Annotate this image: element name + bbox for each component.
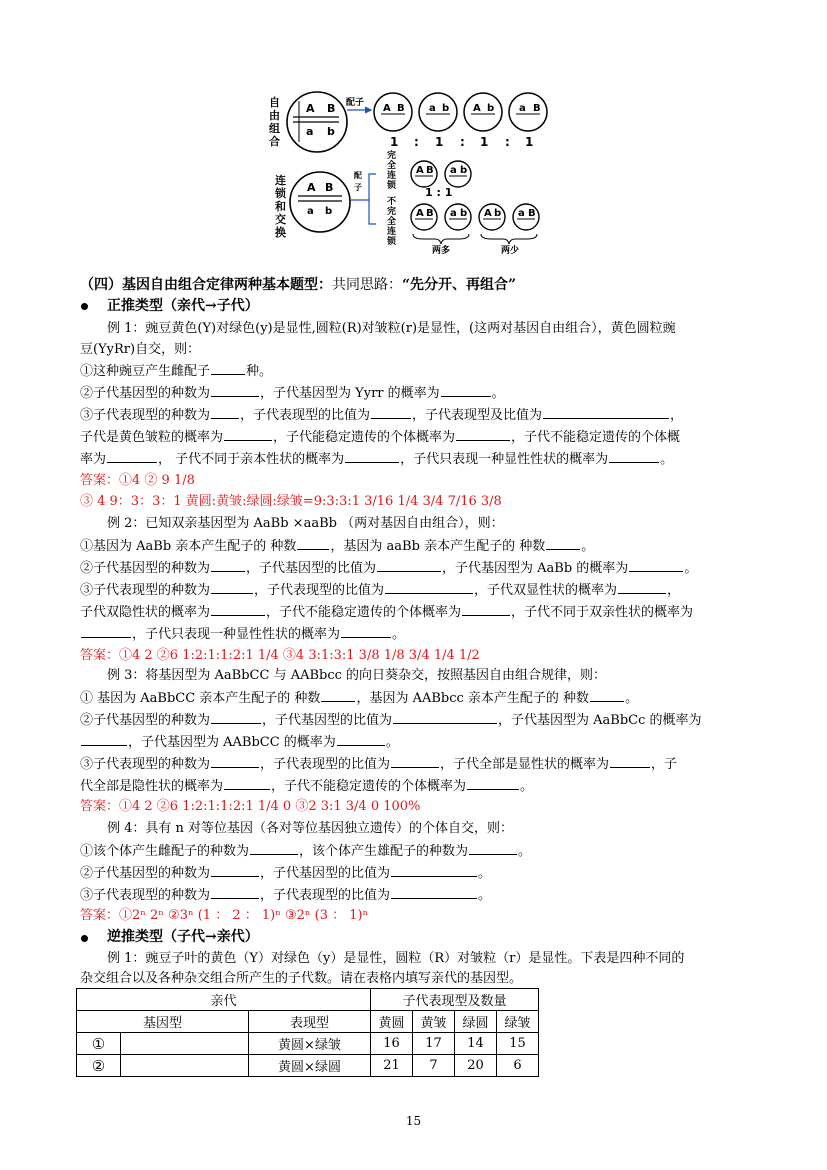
svg-text:a: a bbox=[450, 165, 457, 176]
answer-blank[interactable] bbox=[456, 427, 510, 441]
svg-text:b: b bbox=[494, 208, 502, 219]
svg-text:b: b bbox=[442, 103, 450, 114]
reverse-title: 逆推类型（子代→亲代） bbox=[107, 929, 259, 945]
gamete-cell bbox=[445, 204, 471, 230]
ex1-line: 例 1：豌豆黄色(Y)对绿色(y)是显性,圆粒(R)对皱粒(r)是显性，(这两对基因自由组合），黄色圆粒豌 bbox=[107, 321, 676, 336]
svg-text:B: B bbox=[533, 103, 541, 114]
answer-blank[interactable] bbox=[391, 754, 439, 768]
answer-blank[interactable] bbox=[371, 405, 411, 419]
gamete-cell bbox=[445, 161, 471, 187]
ex3-question: ，子代基因型为 AABbCC 的概率为 。 bbox=[80, 732, 399, 753]
answer-blank[interactable] bbox=[393, 710, 497, 724]
answer-blank[interactable] bbox=[337, 732, 385, 746]
answer-blank[interactable] bbox=[211, 863, 259, 877]
svg-text:连: 连 bbox=[387, 227, 397, 237]
answer-blank[interactable] bbox=[462, 602, 510, 616]
answer-blank[interactable] bbox=[211, 405, 239, 419]
ex1-question: ②子代基因型的种数为 ，子代基因型为 Yyrr 的概率为 。 bbox=[80, 383, 505, 404]
answer-blank[interactable] bbox=[211, 602, 265, 616]
ex1-answer: 答案：①4 ② 9 1/8 bbox=[80, 473, 195, 488]
free-label-char: 自 bbox=[269, 96, 280, 109]
svg-text:a: a bbox=[518, 208, 525, 219]
svg-text:A: A bbox=[473, 103, 481, 114]
svg-text:1: 1 bbox=[435, 135, 444, 149]
parent-cell-free bbox=[287, 92, 347, 152]
answer-blank[interactable] bbox=[469, 841, 517, 855]
reverse-ex1-line: 例 1：豌豆子叶的黄色（Y）对绿色（y）是显性，圆粒（R）对皱粒（r）是显性。下表是四种不同的 bbox=[107, 951, 685, 966]
count-cell: 14 bbox=[455, 1033, 497, 1055]
ex2-question: ②子代基因型的种数为 ，子代基因型的比值为 ，子代基因型为 AaBb 的概率为 。 bbox=[80, 558, 697, 579]
header-parent: 亲代 bbox=[77, 989, 371, 1011]
ex3-question: ③子代表现型的种数为 ，子代表现型的比值为 ，子代全部是显性状的概率为 ，子 bbox=[80, 754, 677, 775]
table-row bbox=[77, 1033, 539, 1055]
header-col: 绿圆 bbox=[455, 1011, 497, 1033]
phenotype-cell: 黄圆×绿圆 bbox=[249, 1055, 371, 1077]
svg-text:A: A bbox=[484, 208, 492, 219]
answer-blank[interactable] bbox=[341, 624, 391, 638]
ex2-question: ①基因为 AaBb 亲本产生配子的 种数 ，基因为 aaBb 亲本产生配子的 种数 。 bbox=[80, 536, 594, 557]
svg-text:a: a bbox=[519, 103, 526, 114]
count-cell: 16 bbox=[371, 1033, 413, 1055]
svg-text:配: 配 bbox=[354, 171, 362, 180]
gametes-free bbox=[374, 93, 547, 131]
count-cell: 17 bbox=[413, 1033, 455, 1055]
free-label-char: 组 bbox=[269, 122, 280, 135]
cross-table bbox=[76, 988, 539, 1077]
svg-text::: : bbox=[505, 135, 510, 149]
less-label: 两少 bbox=[501, 246, 520, 256]
ex2-question: ③子代表现型的种数为 ，子代表现型的比值为 ，子代双显性状的概率为 ， bbox=[80, 580, 680, 601]
svg-text:B: B bbox=[325, 181, 334, 194]
answer-blank[interactable] bbox=[250, 841, 298, 855]
header-genotype: 基因型 bbox=[77, 1011, 249, 1033]
svg-text:1: 1 bbox=[480, 135, 489, 149]
forward-title: 正推类型（亲代→子代） bbox=[107, 298, 259, 314]
count-cell: 20 bbox=[455, 1055, 497, 1077]
svg-text:子: 子 bbox=[354, 183, 362, 192]
row-id: ② bbox=[77, 1055, 121, 1077]
ex3-line: 例 3：将基因型为 AaBbCC 与 AABbcc 的向日葵杂交，按照基因自由组合规律，则： bbox=[107, 668, 607, 683]
header-col: 黄皱 bbox=[413, 1011, 455, 1033]
answer-blank[interactable] bbox=[546, 536, 580, 550]
reverse-ex1-line: 杂交组合以及各种杂交组合所产生的子代数。请在表格内填写亲代的基因型。 bbox=[80, 971, 523, 986]
svg-text::: : bbox=[414, 135, 419, 149]
ex1-line: 豆(YyRr)自交，则： bbox=[80, 342, 201, 357]
answer-blank[interactable] bbox=[224, 427, 272, 441]
svg-text:A: A bbox=[383, 103, 391, 114]
ex1-question: ③子代表现型的种数为 ，子代表现型的比值为 ，子代表现型及比值为 ， bbox=[80, 405, 683, 426]
answer-blank[interactable] bbox=[211, 885, 259, 899]
svg-text:换: 换 bbox=[275, 226, 286, 239]
gamete-cell bbox=[411, 161, 437, 187]
allele: a bbox=[306, 125, 314, 138]
svg-text:1: 1 bbox=[390, 135, 399, 149]
svg-text:b: b bbox=[460, 208, 468, 219]
free-combination-label bbox=[269, 95, 280, 148]
answer-blank[interactable] bbox=[81, 732, 127, 746]
ex3-answer: 答案：①4 2 ②6 1:2:1:1:2:1 1/4 0 ③2 3:1 3/4 0 100% bbox=[80, 799, 421, 814]
free-label-char: 由 bbox=[269, 109, 280, 122]
ex1-question: ①这种豌豆产生雌配子 种。 bbox=[80, 361, 272, 382]
header-col: 黄圆 bbox=[371, 1011, 413, 1033]
svg-text::: : bbox=[460, 135, 465, 149]
answer-blank[interactable] bbox=[211, 710, 261, 724]
svg-text:全: 全 bbox=[387, 161, 397, 171]
svg-text:和: 和 bbox=[275, 200, 286, 213]
count-cell: 15 bbox=[497, 1033, 539, 1055]
svg-text:锁: 锁 bbox=[387, 181, 397, 191]
count-cell: 7 bbox=[413, 1055, 455, 1077]
answer-blank[interactable] bbox=[81, 624, 131, 638]
header-offspring: 子代表现型及数量 bbox=[371, 989, 539, 1011]
answer-blank[interactable] bbox=[385, 580, 473, 594]
ex2-question: 子代双隐性状的概率为 ，子代不能稳定遗传的个体概率为 ，子代不同于双亲性状的概率为 bbox=[80, 602, 693, 623]
count-cell: 6 bbox=[497, 1055, 539, 1077]
gamete-label-vertical bbox=[354, 170, 362, 192]
svg-text:B: B bbox=[426, 165, 434, 176]
gamete-cell bbox=[513, 204, 539, 230]
svg-text:a: a bbox=[307, 206, 314, 217]
linkage-label bbox=[275, 173, 287, 239]
answer-blank[interactable] bbox=[610, 754, 650, 768]
answer-blank[interactable] bbox=[609, 449, 659, 463]
table-header-row bbox=[77, 989, 539, 1011]
svg-text:A: A bbox=[307, 181, 316, 194]
gamete-cell bbox=[479, 204, 505, 230]
svg-text:交: 交 bbox=[275, 213, 286, 226]
ex3-question: ②子代基因型的种数为 ，子代基因型的比值为 ，子代基因型为 AaBbCc 的概率为 bbox=[80, 710, 702, 731]
ex3-question: ① 基因为 AaBbCC 亲本产生配子的 种数 ，基因为 AABbcc 亲本产生配子的 种数 。 bbox=[80, 688, 638, 709]
page-number: 15 bbox=[405, 1114, 422, 1128]
answer-blank[interactable] bbox=[543, 405, 669, 419]
allele: b bbox=[327, 125, 335, 138]
header-phenotype: 表现型 bbox=[249, 1011, 371, 1033]
gametes-incomplete bbox=[411, 204, 539, 230]
ratio-free bbox=[390, 135, 533, 149]
gamete-label: 配子 bbox=[346, 98, 365, 108]
answer-blank[interactable] bbox=[211, 754, 259, 768]
svg-text:完: 完 bbox=[387, 151, 397, 161]
svg-text:a: a bbox=[429, 103, 436, 114]
answer-blank[interactable] bbox=[211, 383, 259, 397]
svg-text:B: B bbox=[528, 208, 536, 219]
more-label: 两多 bbox=[432, 246, 451, 256]
svg-text:B: B bbox=[397, 103, 405, 114]
phenotype-cell: 黄圆×绿皱 bbox=[249, 1033, 371, 1055]
brace-less bbox=[481, 234, 537, 244]
svg-text:完: 完 bbox=[387, 207, 397, 217]
svg-text:A: A bbox=[416, 208, 424, 219]
gamete-cell bbox=[419, 93, 457, 131]
answer-blank[interactable] bbox=[321, 688, 355, 702]
row-id: ① bbox=[77, 1033, 121, 1055]
count-cell: 21 bbox=[371, 1055, 413, 1077]
free-label-char: 合 bbox=[269, 135, 280, 148]
svg-text:a: a bbox=[450, 208, 457, 219]
ex4-question: ③子代表现型的种数为 ，子代表现型的比值为 。 bbox=[80, 885, 491, 906]
answer-blank[interactable] bbox=[211, 361, 245, 375]
branch-bracket bbox=[369, 174, 376, 224]
answer-blank[interactable] bbox=[211, 558, 245, 572]
svg-text:不: 不 bbox=[387, 197, 397, 207]
complete-linkage-label bbox=[387, 149, 397, 191]
bullet-icon bbox=[81, 303, 88, 310]
table-subheader-row bbox=[77, 1011, 539, 1033]
svg-text:A: A bbox=[416, 165, 424, 176]
brace-more bbox=[413, 234, 469, 244]
answer-blank[interactable] bbox=[618, 580, 666, 594]
ex3-question: 代全部是隐性状的概率为 ，子代不能稳定遗传的个体概率为 。 bbox=[80, 776, 533, 797]
section-heading: （四）基因自由组合定律两种基本题型：共同思路：“先分开、再组合” bbox=[80, 277, 517, 293]
ex2-answer: 答案：①4 2 ②6 1:2:1:1:2:1 1/4 ③4 3:1:3:1 3/8 1/8 3/4 1/4 1/2 bbox=[80, 648, 480, 663]
allele: A bbox=[306, 102, 315, 115]
ex4-question: ②子代基因型的种数为 ，子代基因型的比值为 。 bbox=[80, 863, 491, 884]
answer-blank[interactable] bbox=[377, 558, 441, 572]
answer-blank[interactable] bbox=[441, 383, 491, 397]
answer-blank[interactable] bbox=[467, 776, 519, 790]
answer-blank[interactable] bbox=[391, 863, 477, 877]
svg-text:全: 全 bbox=[387, 217, 397, 227]
svg-text:b: b bbox=[487, 103, 495, 114]
gametes-complete bbox=[411, 161, 471, 187]
table-row bbox=[77, 1055, 539, 1077]
ex4-question: ①该个体产生雌配子的种数为 ，该个体产生雄配子的种数为 。 bbox=[80, 841, 531, 862]
ex4-line: 例 4：具有 n 对等位基因（各对等位基因独立遗传）的个体自交，则： bbox=[107, 821, 514, 836]
svg-text:1: 1 bbox=[525, 135, 534, 149]
svg-text:b: b bbox=[460, 165, 468, 176]
answer-blank[interactable] bbox=[590, 688, 624, 702]
answer-blank[interactable] bbox=[297, 536, 329, 550]
ex4-answer: 答案：①2ⁿ 2ⁿ ②3ⁿ (1 ： 2 ： 1)ⁿ ③2ⁿ (3 ： 1)ⁿ bbox=[80, 908, 369, 923]
ex2-question: ，子代只表现一种显性性状的概率为 。 bbox=[80, 624, 405, 645]
ex1-question: 子代是黄色皱粒的概率为 ，子代能稳定遗传的个体概率为 ，子代不能稳定遗传的个体概 bbox=[80, 427, 680, 448]
ex1-question: 率为 ， 子代不同于亲本性状的概率为 ，子代只表现一种显性性状的概率为 。 bbox=[80, 449, 673, 470]
svg-text:连: 连 bbox=[275, 174, 286, 187]
allele: B bbox=[327, 102, 336, 115]
genotype-cell[interactable] bbox=[121, 1033, 249, 1055]
gamete-cell bbox=[411, 204, 437, 230]
answer-blank[interactable] bbox=[211, 580, 253, 594]
ratio-complete: 1 : 1 bbox=[425, 186, 453, 199]
gamete-cell bbox=[509, 93, 547, 131]
gamete-cell bbox=[374, 93, 412, 131]
incomplete-linkage-label bbox=[387, 195, 397, 247]
svg-text:b: b bbox=[325, 206, 333, 217]
ex1-answer: ③ 4 9：3：3：1 黄圆:黄皱:绿圆:绿皱=9:3:3:1 3/16 1/4 3/4 7/16 3/8 bbox=[80, 494, 502, 509]
answer-blank[interactable] bbox=[629, 558, 683, 572]
header-col: 绿皱 bbox=[497, 1011, 539, 1033]
answer-blank[interactable] bbox=[224, 776, 270, 790]
genotype-cell[interactable] bbox=[121, 1055, 249, 1077]
ex2-line: 例 2：已知双亲基因型为 AaBb ×aaBb （两对基因自由组合），则： bbox=[107, 516, 504, 531]
answer-blank[interactable] bbox=[107, 449, 157, 463]
svg-text:锁: 锁 bbox=[387, 237, 397, 247]
svg-text:锁: 锁 bbox=[275, 187, 286, 200]
answer-blank[interactable] bbox=[391, 885, 477, 899]
answer-blank[interactable] bbox=[345, 449, 399, 463]
svg-text:B: B bbox=[426, 208, 434, 219]
gamete-cell bbox=[464, 93, 502, 131]
bullet-icon bbox=[81, 935, 88, 942]
parent-cell-linkage bbox=[290, 172, 350, 232]
genetics-diagram bbox=[265, 90, 555, 258]
svg-text:连: 连 bbox=[387, 171, 397, 181]
